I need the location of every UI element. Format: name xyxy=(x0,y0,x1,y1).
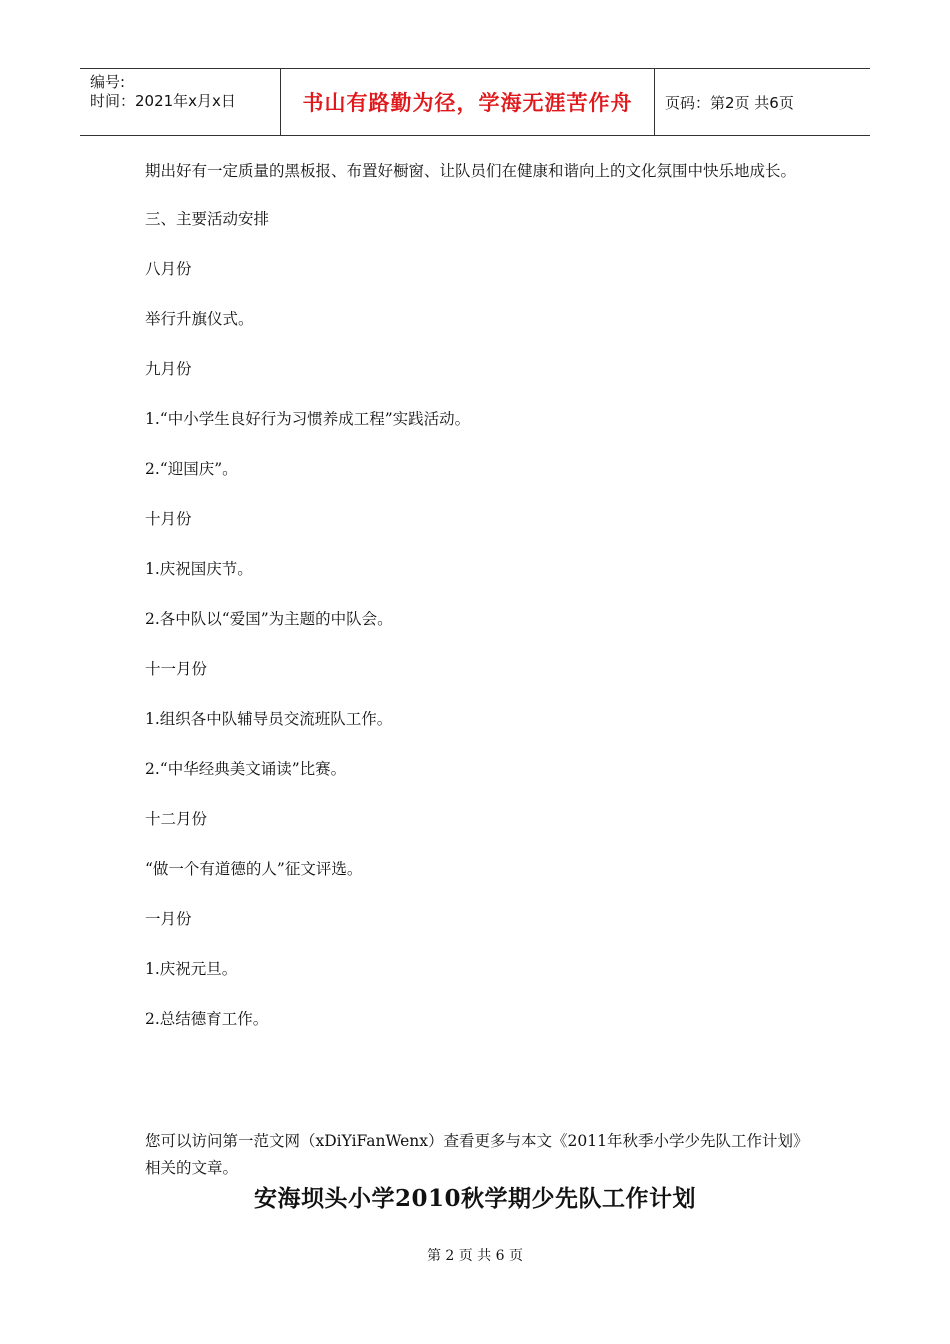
activity-item: 2.“中华经典美文诵读”比赛。 xyxy=(145,760,347,778)
number-label: 编号: xyxy=(90,73,126,91)
month-heading: 一月份 xyxy=(145,910,192,928)
activity-item: 1.庆祝元旦。 xyxy=(145,960,238,978)
activity-item: 2.总结德育工作。 xyxy=(145,1010,269,1028)
next-document-title: 安海坝头小学2010秋学期少先队工作计划 xyxy=(253,1185,696,1212)
activity-item: 2.“迎国庆”。 xyxy=(145,460,238,478)
time-label: 时间：2021年x月x日 xyxy=(90,92,236,110)
header-page-label: 页码：第2页 共6页 xyxy=(665,93,794,112)
activity-item: 1.组织各中队辅导员交流班队工作。 xyxy=(145,710,393,728)
month-heading: 十二月份 xyxy=(145,810,208,828)
header-meta xyxy=(80,69,281,135)
activity-item: “做一个有道德的人”征文评选。 xyxy=(145,860,363,878)
header-motto-cell xyxy=(281,69,655,135)
intro-paragraph: 期出好有一定质量的黑板报、布置好橱窗、让队员们在健康和谐向上的文化氛围中快乐地成长。 xyxy=(145,162,797,180)
month-heading: 八月份 xyxy=(145,260,192,278)
activity-item: 2.各中队以“爱国”为主题的中队会。 xyxy=(145,610,393,628)
month-heading: 九月份 xyxy=(145,360,192,378)
section-heading: 三、主要活动安排 xyxy=(145,210,270,228)
activity-item: 1.庆祝国庆节。 xyxy=(145,560,253,578)
activity-item: 1.“中小学生良好行为习惯养成工程”实践活动。 xyxy=(145,410,471,428)
document-body xyxy=(145,158,815,1056)
header-motto: 书山有路勤为径，学海无涯苦作舟 xyxy=(302,91,633,115)
visit-note: 您可以访问第一范文网（xDiYiFanWenx）查看更多与本文《2011年秋季小学少先队工作计划》相关的文章。 xyxy=(145,1132,809,1177)
header-page-cell xyxy=(655,69,870,135)
activity-item: 举行升旗仪式。 xyxy=(145,310,254,328)
page-footer: 第 2 页 共 6 页 xyxy=(426,1248,524,1264)
page-header xyxy=(80,68,870,136)
month-heading: 十一月份 xyxy=(145,660,208,678)
month-heading: 十月份 xyxy=(145,510,192,528)
